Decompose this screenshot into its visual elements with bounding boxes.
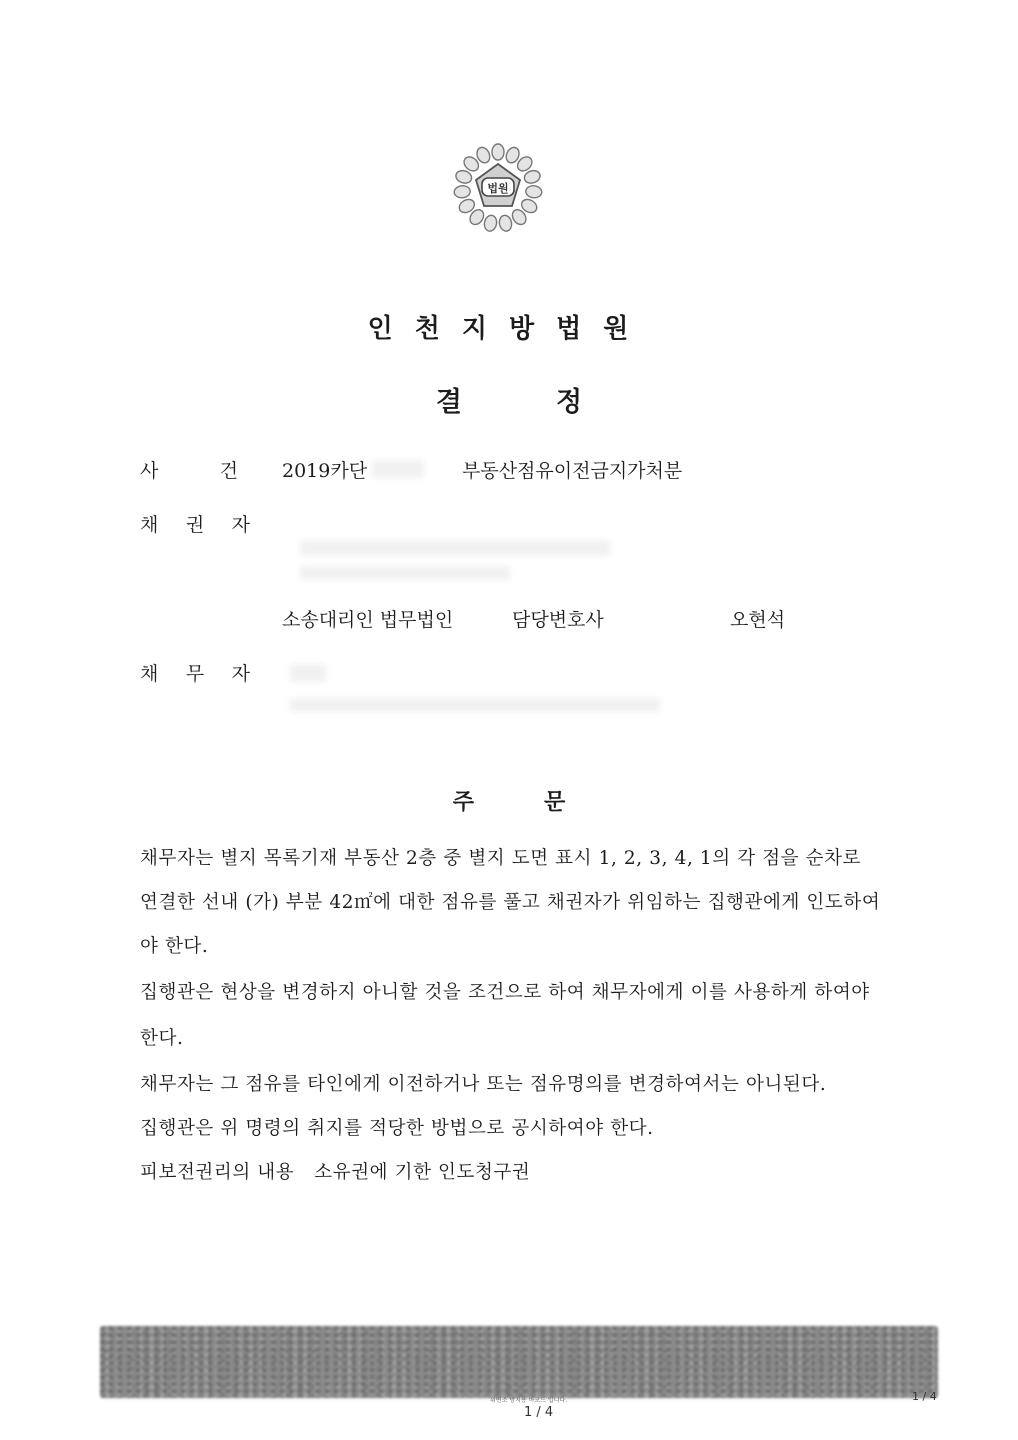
page-number-center: 1 / 4 xyxy=(524,1405,554,1420)
redaction-debtor-name xyxy=(290,664,326,682)
order-line: 연결한 선내 (가) 부분 42㎡에 대한 점유를 풀고 채권자가 위임하는 집행관에게 인도하여 xyxy=(140,892,881,913)
page-number-right: 1 / 4 xyxy=(912,1390,937,1403)
debtor-label-char: 무 xyxy=(185,663,205,685)
emblem-text: 법원 xyxy=(487,182,509,195)
debtor-label-char: 채 xyxy=(140,663,159,685)
barcode-caption: 위변조 방지용 바코드 입니다. xyxy=(490,1397,568,1404)
redaction-debtor-address xyxy=(290,698,660,712)
anti-forgery-barcode xyxy=(100,1326,938,1398)
debtor-label-char: 자 xyxy=(231,663,250,685)
creditor-label-char: 권 xyxy=(185,514,205,536)
creditor-label xyxy=(140,510,250,537)
order-title xyxy=(0,785,1018,816)
redaction-creditor-address xyxy=(300,540,610,556)
case-number: 2019카단 xyxy=(282,460,368,482)
order-line: 야 한다. xyxy=(140,936,209,957)
creditor-label-char: 자 xyxy=(231,514,250,536)
case-name: 부동산점유이전금지가처분 xyxy=(462,460,683,482)
lawyer-name: 오현석 xyxy=(730,609,786,631)
document-title xyxy=(0,380,1018,419)
creditor-label-char: 채 xyxy=(140,514,159,536)
order-line: 채무자는 별지 목록기재 부동산 2층 중 별지 도면 표시 1, 2, 3, 4, 1의 각 점을 순차로 xyxy=(140,848,862,869)
creditor-agent: 소송대리인 법무법인 xyxy=(282,609,454,631)
case-label xyxy=(140,456,238,483)
order-line: 집행관은 위 명령의 취지를 적당한 방법으로 공시하여야 한다. xyxy=(140,1118,654,1139)
preserved-right-label: 피보전권리의 내용 xyxy=(140,1162,295,1183)
preserved-right xyxy=(140,1158,530,1184)
preserved-right-value: 소유권에 기한 인도청구권 xyxy=(314,1162,531,1183)
order-line: 한다. xyxy=(140,1028,184,1049)
order-title-left: 주 xyxy=(452,789,474,815)
document-title-right: 정 xyxy=(556,387,583,418)
debtor-label xyxy=(140,659,250,686)
case-label-char: 사 xyxy=(140,460,159,482)
court-emblem-icon xyxy=(450,142,546,234)
redaction-creditor-detail xyxy=(300,566,510,580)
court-name: 인천지방법원 xyxy=(367,314,651,344)
order-line: 집행관은 현상을 변경하지 아니할 것을 조건으로 하여 채무자에게 이를 사용하게 하여야 xyxy=(140,982,870,1003)
document-title-left: 결 xyxy=(435,387,462,418)
redaction-case-number xyxy=(372,460,424,478)
case-label-char: 건 xyxy=(219,460,238,482)
order-line: 채무자는 그 점유를 타인에게 이전하거나 또는 점유명의를 변경하여서는 아니된다. xyxy=(140,1074,827,1095)
order-title-right: 문 xyxy=(544,789,566,815)
lawyer-label: 담당변호사 xyxy=(512,609,604,631)
